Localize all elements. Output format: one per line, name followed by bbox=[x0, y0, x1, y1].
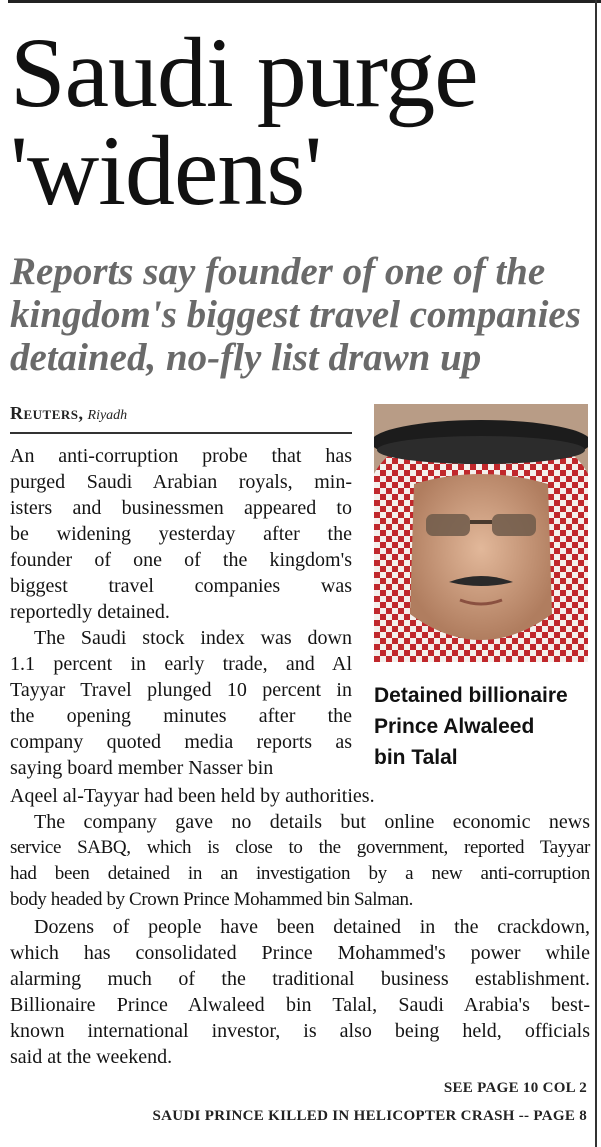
body-line: alarming much of the traditional business establishment. bbox=[10, 968, 590, 990]
body-line: founder of one of the kingdom's bbox=[10, 549, 352, 571]
headline bbox=[10, 17, 595, 226]
top-rule bbox=[8, 0, 601, 3]
body-line: Dozens of people have been detained in the crackdown, bbox=[34, 916, 590, 938]
body-line: reportedly detained. bbox=[10, 601, 170, 623]
body-line: be widening yesterday after the bbox=[10, 523, 352, 545]
body-line: Aqeel al-Tayyar had been held by authorities. bbox=[10, 785, 375, 807]
subhead-line: kingdom's biggest travel companies bbox=[10, 293, 581, 336]
body-line: which has consolidated Prince Mohammed's power while bbox=[10, 942, 590, 964]
body-line: known international investor, is also being held, officials bbox=[10, 1020, 590, 1042]
byline bbox=[10, 403, 127, 424]
photo-caption bbox=[374, 680, 594, 773]
body-line: Tayyar Travel plunged 10 percent in bbox=[10, 679, 352, 701]
body-line: The company gave no details but online economic news bbox=[34, 811, 590, 833]
subhead-line: Reports say founder of one of the bbox=[10, 250, 546, 293]
subhead-line: detained, no-fly list drawn up bbox=[10, 336, 482, 379]
see-page-jump: SEE PAGE 10 COL 2 bbox=[443, 1080, 587, 1096]
byline-rule bbox=[10, 432, 352, 434]
subheadline bbox=[10, 250, 595, 379]
body-line: isters and businessmen appeared to bbox=[10, 497, 352, 519]
body-line: company quoted media reports as bbox=[10, 731, 352, 753]
caption-line: Detained billionaire bbox=[374, 684, 568, 707]
body-line: saying board member Nasser bin bbox=[10, 757, 274, 779]
byline-agency: Reuters, bbox=[10, 403, 84, 423]
portrait-photo bbox=[374, 404, 588, 662]
body-line: purged Saudi Arabian royals, min- bbox=[10, 471, 352, 493]
body-line: biggest travel companies was bbox=[10, 575, 352, 597]
body-line: said at the weekend. bbox=[10, 1046, 173, 1068]
related-story-reference: SAUDI PRINCE KILLED IN HELICOPTER CRASH -- PAGE 8 bbox=[152, 1108, 587, 1124]
body-line: the opening minutes after the bbox=[10, 705, 352, 727]
headline-line: Saudi purge bbox=[10, 17, 478, 128]
body-line: 1.1 percent in early trade, and Al bbox=[10, 653, 352, 675]
body-line: An anti-corruption probe that has bbox=[10, 445, 352, 467]
column-rule bbox=[595, 0, 597, 1147]
body-line: body headed by Crown Prince Mohammed bin Salman. bbox=[10, 889, 413, 910]
body-line: had been detained in an investigation by a new anti-corruption bbox=[10, 863, 590, 884]
caption-line: bin Talal bbox=[374, 746, 458, 769]
body-line: Billionaire Prince Alwaleed bin Talal, Saudi Arabia's best- bbox=[10, 994, 590, 1016]
body-line: The Saudi stock index was down bbox=[34, 627, 352, 649]
body-line: service SABQ, which is close to the government, reported Tayyar bbox=[10, 837, 590, 858]
headline-line: 'widens' bbox=[10, 115, 322, 226]
caption-line: Prince Alwaleed bbox=[374, 715, 535, 738]
byline-place: Riyadh bbox=[87, 408, 128, 423]
